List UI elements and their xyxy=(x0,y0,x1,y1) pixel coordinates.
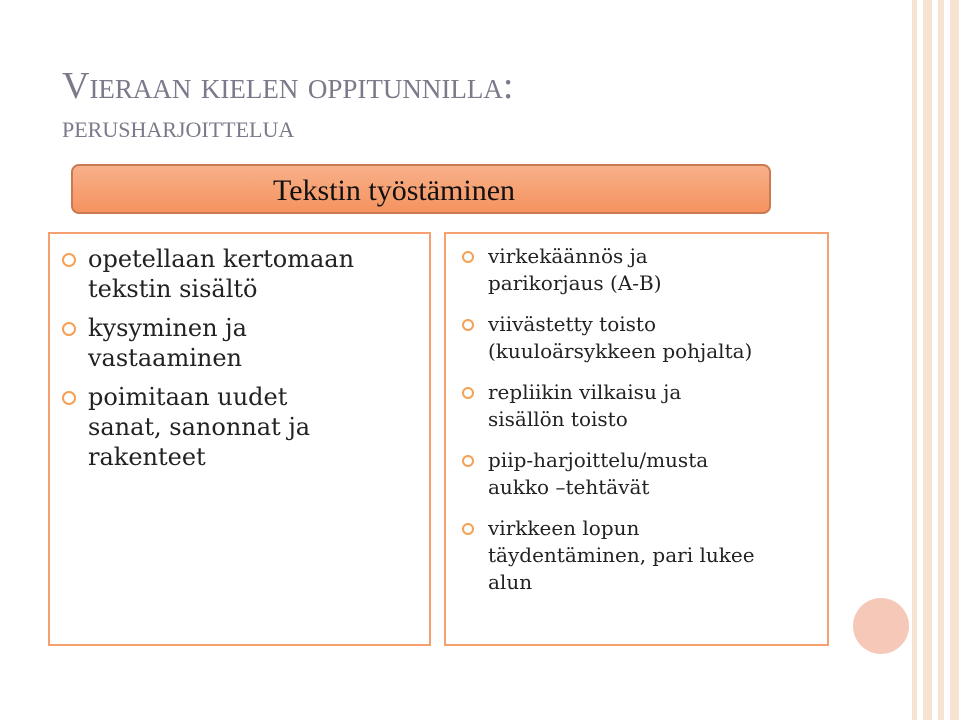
slide-title xyxy=(62,66,762,146)
list-item-text: repliikin vilkaisu ja sisällön toisto xyxy=(488,380,682,431)
ring-bullet-icon xyxy=(462,523,474,535)
section-header-label: Tekstin työstäminen xyxy=(273,174,516,207)
ring-bullet-icon xyxy=(462,319,474,331)
list-item-text: virkekäännös ja parikorjaus (A-B) xyxy=(488,244,662,295)
left-bullet-list xyxy=(62,244,422,481)
section-header-bar xyxy=(71,164,771,214)
ring-bullet-icon xyxy=(462,251,474,263)
slide-title-line1: Vieraan kielen oppitunnilla: xyxy=(62,65,514,107)
right-bullet-list xyxy=(462,243,822,610)
list-item xyxy=(62,382,422,472)
list-item xyxy=(462,243,822,297)
list-item-text: poimitaan uudet sanat, sanonnat ja rakenteet xyxy=(88,383,311,471)
decorative-stripes xyxy=(912,0,959,720)
list-item xyxy=(462,515,822,596)
ring-bullet-icon xyxy=(462,387,474,399)
left-content-box xyxy=(48,232,431,646)
list-item xyxy=(462,447,822,501)
list-item-text: piip-harjoittelu/musta aukko –tehtävät xyxy=(488,448,709,499)
list-item xyxy=(62,244,422,304)
list-item-text: kysyminen ja vastaaminen xyxy=(88,314,247,372)
list-item-text: virkkeen lopun täydentäminen, pari lukee alun xyxy=(488,516,755,594)
right-content-box xyxy=(444,232,829,646)
ring-bullet-icon xyxy=(62,391,76,405)
ring-bullet-icon xyxy=(62,322,76,336)
list-item xyxy=(62,313,422,373)
slide-title-line2: perusharjoittelua xyxy=(62,108,295,144)
list-item-text: viivästetty toisto (kuuloärsykkeen pohjalta) xyxy=(488,312,753,363)
ring-bullet-icon xyxy=(462,455,474,467)
list-item xyxy=(462,311,822,365)
list-item xyxy=(462,379,822,433)
ring-bullet-icon xyxy=(62,253,76,267)
decorative-circle xyxy=(853,598,909,654)
list-item-text: opetellaan kertomaan tekstin sisältö xyxy=(88,245,355,303)
